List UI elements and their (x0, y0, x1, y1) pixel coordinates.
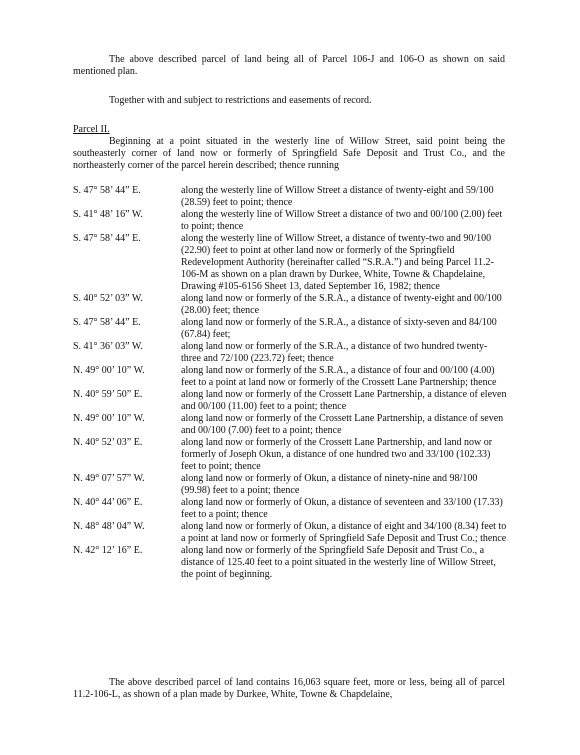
metes-and-bounds-list (73, 185, 513, 581)
course-description: along land now or formerly of Okun, a distance of eight and 34/100 (8.34) feet to a point at land now or formerly of Springfield Safe Deposit and Trust Co.; thence (181, 521, 507, 544)
course-description: along land now or formerly of Okun, a distance of ninety-nine and 98/100 (99.98) feet to a point; thence (181, 473, 478, 496)
course-bearing: N. 49° 00’ 10” W. (73, 413, 145, 424)
course-row (73, 233, 513, 293)
course-description: along the westerly line of Willow Street a distance of twenty-eight and 59/100 (28.59) feet to point; thence (181, 185, 494, 208)
course-bearing: S. 47° 58’ 44” E. (73, 317, 141, 328)
paragraph-area-summary: The above described parcel of land contains 16,063 square feet, more or less, being all of parcel 11.2-106-L, as shown of a plan made by Durkee, White, Towne & Chapdelaine, (73, 677, 505, 700)
course-description: along land now or formerly of the S.R.A., a distance of four and 00/100 (4.00) feet to a point at land now or formerly of the Crossett Lane Partnership; thence (181, 365, 497, 388)
course-bearing: S. 41° 48’ 16” W. (73, 209, 143, 220)
course-bearing: S. 40° 52’ 03” W. (73, 293, 143, 304)
course-row (73, 185, 513, 209)
course-row (73, 545, 513, 581)
course-description: along land now or formerly of the Crossett Lane Partnership, a distance of eleven and 00/100 (11.00) feet to a point; thence (181, 389, 507, 412)
course-bearing: S. 47° 58’ 44” E. (73, 185, 141, 196)
course-bearing: N. 42° 12’ 16” E. (73, 545, 143, 556)
course-row (73, 317, 513, 341)
course-row (73, 293, 513, 317)
course-row (73, 521, 513, 545)
course-bearing: N. 48° 48’ 04” W. (73, 521, 145, 532)
paragraph-parcel-106: The above described parcel of land being all of Parcel 106-J and 106-O as shown on said mentioned plan. (73, 54, 505, 77)
course-row (73, 341, 513, 365)
course-description: along land now or formerly of the Crossett Lane Partnership, and land now or formerly of Joseph Okun, a distance of one hundred two and 33/100 (102.33) feet to point; thence (181, 437, 493, 472)
course-row (73, 497, 513, 521)
course-description: along the westerly line of Willow Street, a distance of twenty-two and 90/100 (22.90) feet to point at other land now or formerly of the Springfield Redevelopment Authority (hereinafter called “S.R.A.”) and being Parcel 11.2-106-M as shown on a plan drawn by Durkee, White, Towne & Chapdelaine, Drawing #105-6156 Sheet 13, dated September 16, 1982; thence (181, 233, 494, 292)
course-row (73, 389, 513, 413)
course-bearing: N. 49° 07’ 57” W. (73, 473, 145, 484)
course-row (73, 473, 513, 497)
course-bearing: N. 40° 52’ 03” E. (73, 437, 143, 448)
course-description: along land now or formerly of the S.R.A., a distance of sixty-seven and 84/100 (67.84) feet; (181, 317, 497, 340)
course-row (73, 209, 513, 233)
course-description: along land now or formerly of the Crossett Lane Partnership, a distance of seven and 00/100 (7.00) feet to a point; thence (181, 413, 504, 436)
course-bearing: N. 40° 44’ 06” E. (73, 497, 143, 508)
course-bearing: N. 40° 59’ 50” E. (73, 389, 143, 400)
course-bearing: N. 49° 00’ 10” W. (73, 365, 145, 376)
course-description: along land now or formerly of Okun, a distance of seventeen and 33/100 (17.33) feet to a point; thence (181, 497, 503, 520)
course-row (73, 413, 513, 437)
course-bearing: S. 47° 58’ 44” E. (73, 233, 141, 244)
course-description: along land now or formerly of the S.R.A., a distance of twenty-eight and 00/100 (28.00) feet; thence (181, 293, 502, 316)
paragraph-restrictions: Together with and subject to restrictions and easements of record. (109, 95, 372, 106)
course-description: along the westerly line of Willow Street a distance of two and 00/100 (2.00) feet to point; thence (181, 209, 503, 232)
course-row (73, 437, 513, 473)
course-bearing: S. 41° 36’ 03” W. (73, 341, 143, 352)
paragraph-beginning: Beginning at a point situated in the westerly line of Willow Street, said point being the southeasterly corner of land now or formerly of Springfield Safe Deposit and Trust Co., and the northeasterly corner of the parcel herein described; thence running (73, 136, 505, 171)
course-description: along land now or formerly of the S.R.A., a distance of two hundred twenty-three and 72/100 (223.72) feet; thence (181, 341, 488, 364)
course-row (73, 365, 513, 389)
parcel-ii-heading: Parcel II. (73, 124, 110, 135)
course-description: along land now or formerly of the Springfield Safe Deposit and Trust Co., a distance of 125.40 feet to a point situated in the westerly line of Willow Street, the point of beginning. (181, 545, 496, 580)
